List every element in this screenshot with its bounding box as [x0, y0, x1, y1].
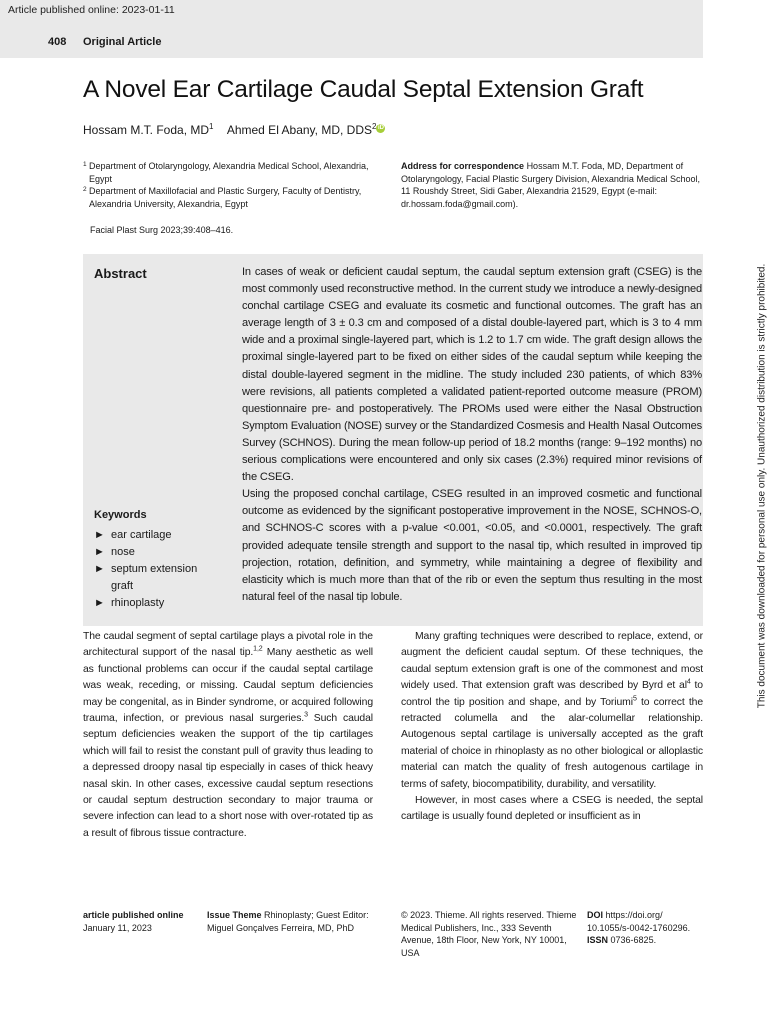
publication-date: Article published online: 2023-01-11: [8, 4, 175, 16]
keyword-item: ► rhinoplasty: [94, 595, 197, 612]
keyword-item: ► septum extension: [94, 561, 197, 578]
author-1-affil: 1: [209, 122, 214, 131]
reference-superscript: 4: [686, 678, 691, 686]
page-number: 408: [48, 36, 67, 48]
body-paragraph: Many grafting techniques were described to replace, extend, or augment the deficient caudal septum. Of these techniques, the caudal septum extension graft is one of the commonest and most widely used. That extension graft was described by Byrd et $al^4$ to control the tip position and shape, and by Toriumi$^5$ to correct the retracted columella and the alar-columellar relationship. Autogenous septal cartilage is universally accepted as the graft material of choice in rhinoplasty as no other biological or alloplastic material can match the quality of fresh autogenous cartilage in terms of safety, biocompatibility, durability, and versatility.: [401, 631, 704, 790]
footer-issue: Issue Theme Rhinoplasty; Guest Editor: Miguel Gonçalves Ferreira, MD, PhD: [207, 910, 369, 933]
abstract-paragraph-2: Using the proposed conchal cartilage, CSEG resulted in an improved cosmetic and functional outcome as evidenced by the significant postoperative improvement in the NOSE, SCHNOS-O, and SCHNOS-C scores with a p-value <0.001, <0.05, and <0.0001, respectively. The graft provided adequate tensile strength and support to the nasal tip, which resulted in improved tip projection, rotation, definition, and symmetry, while maintaining a degree of flexibility and elasticity which is much more than that of the rib or even the septum thus resulting in the most natural feel of the nasal tip lobule.: [242, 488, 702, 603]
author-line: [83, 122, 385, 137]
header-bar: [0, 0, 703, 58]
keyword-item: ► ear cartilage: [94, 527, 197, 544]
reference-superscript: 3: [304, 711, 308, 719]
abstract-paragraph-1: In cases of weak or deficient caudal septum, the caudal septum extension graft (CSEG) is the most commonly used reconstructive method. In the current study we introduce a newly-designed conchal cartilage CSEG and evaluate its cosmetic and functional outcomes. The graft has an average length of 3 ± 0.3 cm and composed of a distal double-layered part, which is 3 to 4 mm wide and a proximal single-layered part, which is 1.2 to 1.7 cm wide. The graft design allows the proximal single-layered part to be fixed on either sides of the caudal septum while keeping the distal double-layered segment in the midline. The study included 230 patients, of which 83% were revisions, all patients completed a validated patient-reported outcome measure (PROM) questionnaire pre- and postoperatively. The PROMs used were either the Nasal Obstruction Symptom Evaluation (NOSE) survey or the Standardized Cosmesis and Health Nasal Outcomes Survey (SCHNOS). During the mean follow-up period of 18.2 months (range: 9–192 months) no serious complications were encountered and only six cases (2.3%) required minor revisions of the CSEG.: [242, 266, 702, 484]
body-paragraph: The caudal segment of septal cartilage plays a pivotal role in the architectural support of the nasal tip.$^{1,2}$ Many aesthetic as well as functional problems can occur if the caudal septal cartilage was weak, receding, or missing. Caudal septum deficiencies may be congenital, as in Binder syndrome, or acquired following trauma, infection, or previous nasal surgeries.$^3$ Such caudal septum deficiencies weaken the support of the tip cartilages which will fail to resist the constant pull of gravity thus leading to a depressed droopy nasal tip especially in cases of thick heavy nasal skin. In other cases, excessive caudal septum resections or caudal septum destruction secondary to major trauma or severe infection can lead to a short nose with over-rotated tip as a result of fibrous tissue contracture.: [83, 631, 373, 839]
author-2-affil: 2: [372, 122, 377, 131]
reference-superscript: 5: [632, 695, 637, 703]
keyword-item: ► nose: [94, 544, 197, 561]
footer-doi: DOI https://doi.org/ 10.1055/s-0042-1760296. ISSN 0736-6825.: [587, 910, 691, 945]
footer-publisher: © 2023. Thieme. All rights reserved. Thieme Medical Publishers, Inc., 333 Seventh Avenue, 18th Floor, New York, NY 10001, USA: [401, 910, 577, 958]
arrow-icon: ►: [94, 546, 105, 559]
footer-online: article published online January 11, 2023: [83, 910, 184, 933]
body-column-left: [83, 629, 373, 842]
author-1: Hossam M.T. Foda, MD: [83, 123, 210, 137]
body-column-right: [401, 629, 703, 826]
article-title: A Novel Ear Cartilage Caudal Septal Extension Graft: [83, 76, 644, 103]
side-notice: This document was downloaded for personal use only. Unauthorized distribution is strictly prohibited.: [756, 263, 768, 709]
author-2: Ahmed El Abany, MD, DDS: [226, 123, 372, 137]
abstract-heading: Abstract: [94, 266, 147, 281]
affiliation-1: 1 Department of Otolaryngology, Alexandria Medical School, Alexandria, Egypt: [83, 161, 369, 184]
correspondence-address: [401, 160, 706, 210]
correspondence-label: Address for correspondence: [401, 161, 525, 171]
doi-link[interactable]: https://doi.org/ 10.1055/s-0042-1760296.: [587, 910, 691, 933]
affiliation-2: 2 Department of Maxillofacial and Plastic Surgery, Faculty of Dentistry, Alexandria University, Alexandria, Egypt: [83, 186, 362, 209]
journal-citation: Facial Plast Surg 2023;39:408–416.: [90, 225, 234, 235]
arrow-icon: ►: [94, 563, 105, 576]
arrow-icon: ►: [94, 597, 105, 610]
affiliations: [83, 160, 385, 210]
abstract-box: [83, 254, 703, 626]
article-section: Original Article: [83, 36, 162, 48]
keywords-list: [94, 527, 197, 612]
keyword-item-continued: graft: [111, 580, 134, 593]
keywords-heading: Keywords: [94, 509, 147, 521]
correspondence-text: Hossam M.T. Foda, MD, Department of Otolaryngology, Facial Plastic Surgery Division, Alexandria Medical School, 11 Roushdy Street, Sidi Gaber, Alexandria 21529, Egypt (e-mail: dr.hossam.foda@gmail.com).: [401, 161, 700, 209]
reference-superscript: 1,2: [253, 645, 263, 653]
orcid-icon[interactable]: iD: [377, 125, 384, 131]
body-paragraph: However, in most cases where a CSEG is needed, the septal cartilage is usually found depleted or insufficient as in: [401, 795, 703, 823]
arrow-icon: ►: [94, 529, 105, 541]
abstract-text: [242, 264, 702, 606]
